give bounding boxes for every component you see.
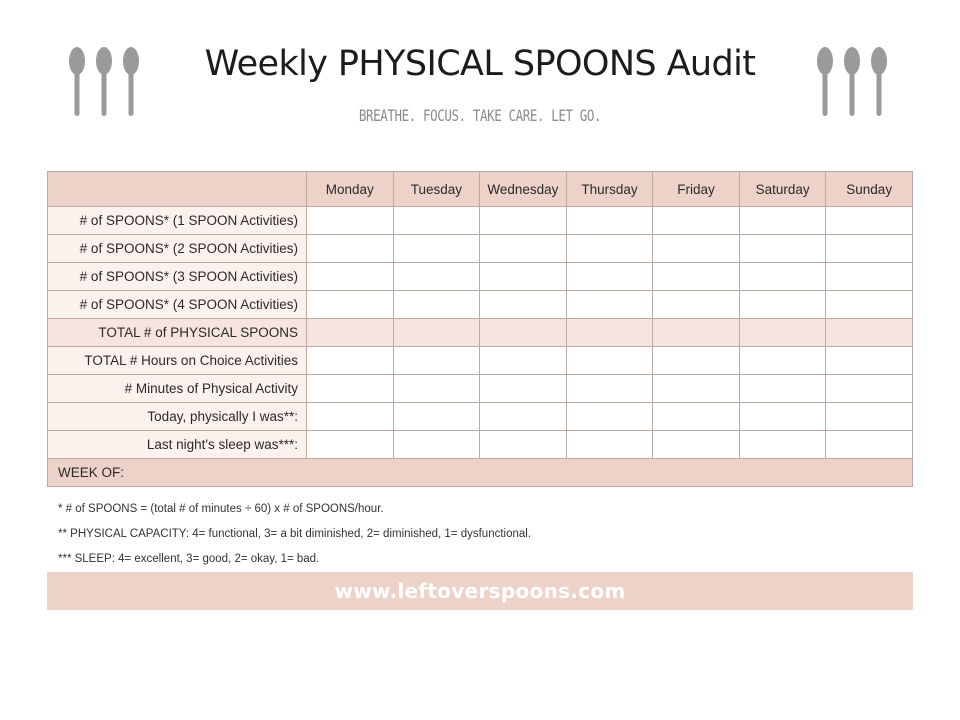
entry-cell[interactable] [739, 347, 826, 375]
row-label: # of SPOONS* (1 SPOON Activities) [48, 207, 307, 235]
table-header-row [48, 172, 913, 207]
entry-cell[interactable] [480, 235, 567, 263]
entry-cell[interactable] [480, 263, 567, 291]
entry-cell[interactable] [480, 291, 567, 319]
entry-cell[interactable] [826, 291, 913, 319]
day-header-tuesday: Tuesday [393, 172, 480, 207]
entry-cell[interactable] [826, 375, 913, 403]
entry-cell[interactable] [566, 431, 653, 459]
footnote-spoons: * # of SPOONS = (total # of minutes ÷ 60) x # of SPOONS/hour. [58, 503, 384, 515]
entry-cell[interactable] [480, 207, 567, 235]
entry-cell[interactable] [393, 319, 480, 347]
entry-cell[interactable] [653, 235, 740, 263]
entry-cell[interactable] [739, 207, 826, 235]
entry-cell[interactable] [566, 347, 653, 375]
entry-cell[interactable] [826, 347, 913, 375]
entry-cell[interactable] [826, 235, 913, 263]
page-subtitle: BREATHE. FOCUS. TAKE CARE. LET GO. [358, 106, 602, 125]
entry-cell[interactable] [653, 347, 740, 375]
day-header-friday: Friday [653, 172, 740, 207]
entry-cell[interactable] [653, 375, 740, 403]
entry-cell[interactable] [739, 375, 826, 403]
entry-cell[interactable] [566, 235, 653, 263]
week-of-row [48, 459, 913, 487]
week-of-field[interactable]: WEEK OF: [48, 459, 913, 487]
entry-cell[interactable] [739, 263, 826, 291]
table-row [48, 375, 913, 403]
table-row [48, 207, 913, 235]
entry-cell[interactable] [653, 403, 740, 431]
entry-cell[interactable] [566, 291, 653, 319]
day-header-saturday: Saturday [739, 172, 826, 207]
entry-cell[interactable] [826, 431, 913, 459]
day-header-sunday: Sunday [826, 172, 913, 207]
table-row [48, 403, 913, 431]
entry-cell[interactable] [393, 403, 480, 431]
entry-cell[interactable] [307, 207, 394, 235]
entry-cell[interactable] [307, 375, 394, 403]
footnote-physical-capacity: ** PHYSICAL CAPACITY: 4= functional, 3= a bit diminished, 2= diminished, 1= dysfunctional. [58, 528, 532, 540]
entry-cell[interactable] [393, 347, 480, 375]
entry-cell[interactable] [393, 375, 480, 403]
row-label: # Minutes of Physical Activity [48, 375, 307, 403]
entry-cell[interactable] [566, 263, 653, 291]
entry-cell[interactable] [826, 263, 913, 291]
table-row [48, 291, 913, 319]
entry-cell[interactable] [480, 431, 567, 459]
row-label: # of SPOONS* (2 SPOON Activities) [48, 235, 307, 263]
entry-cell[interactable] [307, 319, 394, 347]
entry-cell[interactable] [653, 263, 740, 291]
website-banner[interactable]: www.leftoverspoons.com [47, 572, 913, 610]
row-label: # of SPOONS* (4 SPOON Activities) [48, 291, 307, 319]
table-row-total [48, 319, 913, 347]
entry-cell[interactable] [307, 403, 394, 431]
entry-cell[interactable] [739, 403, 826, 431]
entry-cell[interactable] [826, 207, 913, 235]
entry-cell[interactable] [393, 291, 480, 319]
entry-cell[interactable] [393, 431, 480, 459]
entry-cell[interactable] [393, 235, 480, 263]
day-header-thursday: Thursday [566, 172, 653, 207]
day-header-wednesday: Wednesday [480, 172, 567, 207]
footnotes [58, 500, 531, 575]
table-row [48, 347, 913, 375]
table-header-corner [48, 172, 307, 207]
entry-cell[interactable] [480, 347, 567, 375]
page-title: Weekly PHYSICAL SPOONS Audit [204, 44, 756, 84]
entry-cell[interactable] [307, 431, 394, 459]
entry-cell[interactable] [307, 235, 394, 263]
entry-cell[interactable] [739, 431, 826, 459]
entry-cell[interactable] [480, 319, 567, 347]
day-header-monday: Monday [307, 172, 394, 207]
entry-cell[interactable] [826, 319, 913, 347]
entry-cell[interactable] [307, 291, 394, 319]
audit-table [47, 171, 913, 487]
entry-cell[interactable] [566, 375, 653, 403]
row-label: Today, physically I was**: [48, 403, 307, 431]
row-label: Last night's sleep was***: [48, 431, 307, 459]
entry-cell[interactable] [393, 207, 480, 235]
row-label: # of SPOONS* (3 SPOON Activities) [48, 263, 307, 291]
entry-cell[interactable] [480, 403, 567, 431]
entry-cell[interactable] [653, 431, 740, 459]
entry-cell[interactable] [826, 403, 913, 431]
table-row [48, 235, 913, 263]
table-row [48, 263, 913, 291]
entry-cell[interactable] [653, 207, 740, 235]
entry-cell[interactable] [653, 291, 740, 319]
entry-cell[interactable] [566, 207, 653, 235]
entry-cell[interactable] [566, 319, 653, 347]
table-row [48, 431, 913, 459]
row-label: TOTAL # Hours on Choice Activities [48, 347, 307, 375]
entry-cell[interactable] [566, 403, 653, 431]
entry-cell[interactable] [739, 235, 826, 263]
entry-cell[interactable] [307, 263, 394, 291]
entry-cell[interactable] [307, 347, 394, 375]
entry-cell[interactable] [739, 291, 826, 319]
entry-cell[interactable] [393, 263, 480, 291]
row-label: TOTAL # of PHYSICAL SPOONS [48, 319, 307, 347]
entry-cell[interactable] [653, 319, 740, 347]
entry-cell[interactable] [739, 319, 826, 347]
footnote-sleep: *** SLEEP: 4= excellent, 3= good, 2= okay, 1= bad. [58, 553, 320, 565]
entry-cell[interactable] [480, 375, 567, 403]
